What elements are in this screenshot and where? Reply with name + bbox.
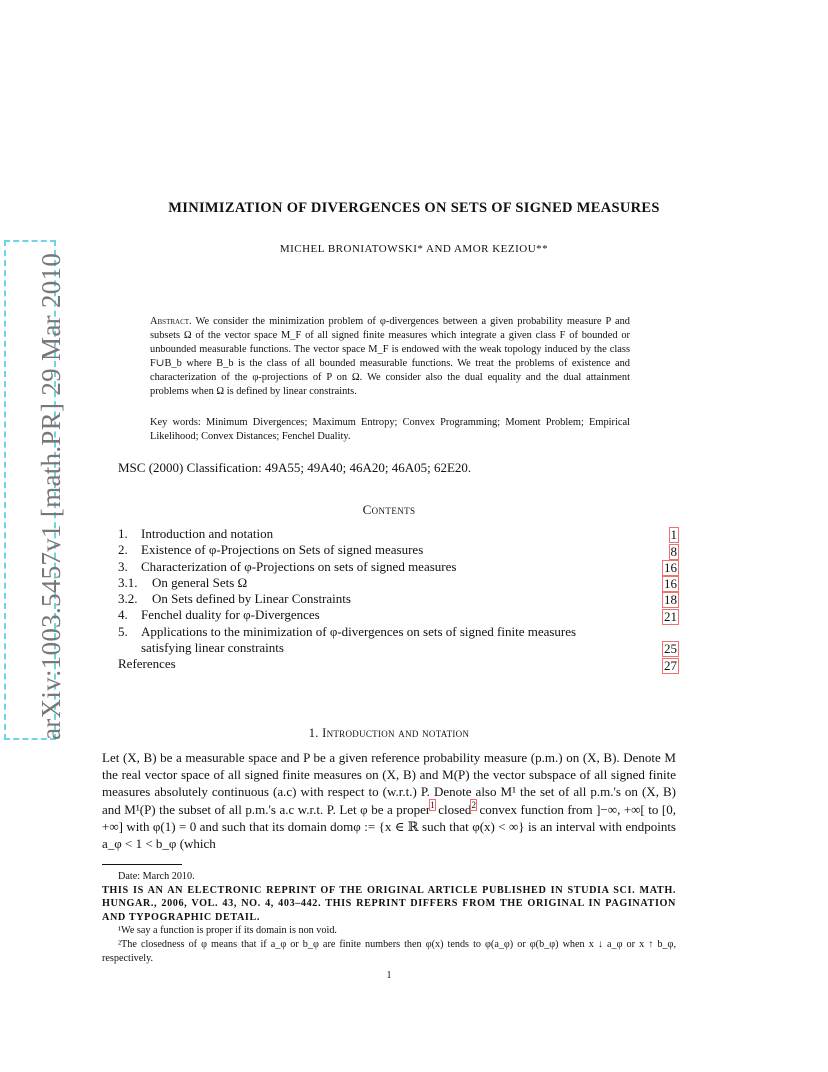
body-text-part: Let (X, B) be a measurable space and P be a given reference probability measure (p.m.) on (X, B). Denote M the real vector space of all signed finite measures on (X, B) and M(P) the vector subspace of all signed finite measures absolutely continuous (a.c) with respect to (w.r.t.) P. Denote also M¹ the set of all p.m.'s on (X, B) and M¹(P) the subset of all p.m.'s a.c w.r.t. P. Let φ be a proper bbox=[102, 750, 676, 817]
toc-page-link[interactable]: 25 bbox=[664, 641, 677, 657]
paper-title: MINIMIZATION OF DIVERGENCES ON SETS OF SIGNED MEASURES bbox=[168, 200, 660, 216]
toc-label: Applications to the minimization of φ-divergences on sets of signed finite measures bbox=[141, 623, 577, 639]
footnote-1: ¹We say a function is proper if its domain is non void. bbox=[118, 925, 337, 937]
footnotes bbox=[102, 870, 676, 965]
page-number: 1 bbox=[386, 970, 392, 981]
toc-page-link[interactable]: 18 bbox=[664, 592, 677, 608]
toc-page-link[interactable]: 21 bbox=[664, 608, 677, 624]
body-text-part: closed bbox=[434, 801, 472, 817]
abstract-label: Abstract. bbox=[150, 316, 192, 327]
toc-entry[interactable] bbox=[118, 607, 678, 623]
paper-authors: MICHEL BRONIATOWSKI* AND AMOR KEZIOU** bbox=[279, 243, 549, 255]
toc-number: 3.2. bbox=[118, 591, 138, 607]
date-note: Date: March 2010. bbox=[118, 871, 195, 882]
msc-classification: MSC (2000) Classification: 49A55; 49A40; 46A20; 46A05; 62E20. bbox=[118, 460, 472, 475]
reprint-notice: THIS IS AN AN ELECTRONIC REPRINT OF THE ORIGINAL ARTICLE PUBLISHED IN STUDIA SCI. MATH. HUNGAR., 2006, VOL. 43, NO. 4, 403–442. THIS REPRINT DIFFERS FROM THE ORIGINAL IN PAGINATION AND TYPOGRAPHIC DETAIL. bbox=[102, 884, 676, 923]
toc-entry[interactable] bbox=[118, 542, 678, 558]
toc-number: 5. bbox=[118, 623, 128, 639]
toc-label: On general Sets Ω bbox=[152, 574, 248, 590]
toc-entry[interactable] bbox=[118, 526, 678, 542]
section-heading: 1. Introduction and notation bbox=[308, 726, 470, 740]
contents-heading: Contents bbox=[362, 502, 416, 517]
abstract bbox=[150, 315, 630, 399]
toc-number: 3.1. bbox=[118, 574, 138, 590]
toc-label: Characterization of φ-Projections on sets of signed measures bbox=[141, 558, 457, 574]
toc-label: References bbox=[118, 656, 176, 672]
keywords: Key words: Minimum Divergences; Maximum Entropy; Convex Programming; Moment Problem; Empirical Likelihood; Convex Distances; Fenchel Duality. bbox=[150, 417, 630, 442]
toc-label: On Sets defined by Linear Constraints bbox=[152, 591, 351, 607]
toc-page-link[interactable]: 8 bbox=[670, 543, 677, 559]
body-text-part: convex function from ]−∞, +∞[ to [0, +∞] with φ(1) = 0 and such that its domain domφ := {x ∈ ℝ such that φ(x) < ∞} is an interval with endpoints a_φ < 1 < b_φ (which bbox=[102, 801, 676, 852]
footnote-2: ²The closedness of φ means that if a_φ or b_φ are finite numbers then φ(x) tends to φ(a_φ) or φ(b_φ) when x ↓ a_φ or x ↑ b_φ, respectively. bbox=[102, 938, 676, 964]
toc-number: 1. bbox=[118, 526, 128, 541]
toc-entry[interactable] bbox=[118, 624, 678, 657]
toc-label-continued: satisfying linear constraints bbox=[141, 640, 284, 656]
footnote-link[interactable]: 1 bbox=[430, 800, 435, 811]
table-of-contents bbox=[118, 526, 678, 673]
toc-page-link[interactable]: 16 bbox=[664, 559, 677, 575]
toc-number: 2. bbox=[118, 542, 128, 558]
toc-entry[interactable] bbox=[118, 656, 678, 672]
toc-entry[interactable] bbox=[118, 559, 678, 575]
toc-label: Introduction and notation bbox=[141, 526, 274, 541]
arxiv-identifier: arXiv:1003.5457v1 [math.PR] 29 Mar 2010 bbox=[36, 252, 66, 740]
abstract-text: We consider the minimization problem of φ-divergences between a given probability measure P and subsets Ω of the vector space M_F of all signed finite measures which integrate a given class F of bounded or unbounded measurable functions. The vector space M_F is endowed with the weak topology induced by the class F∪B_b where B_b is the class of all bounded measurable functions. We treat the problems of existence and characterization of the φ-projections of P on Ω. We consider also the dual equality and the dual attainment problems when Ω is defined by linear constraints. bbox=[150, 316, 630, 397]
toc-page-link[interactable]: 27 bbox=[664, 657, 677, 673]
body-paragraph bbox=[102, 749, 676, 852]
footnote-rule bbox=[102, 864, 182, 865]
toc-page-link[interactable]: 1 bbox=[670, 527, 677, 543]
toc-number: 4. bbox=[118, 607, 128, 623]
toc-entry[interactable] bbox=[118, 591, 678, 607]
toc-label: Existence of φ-Projections on Sets of signed measures bbox=[141, 542, 424, 558]
footnote-link[interactable]: 2 bbox=[471, 800, 476, 811]
toc-entry[interactable] bbox=[118, 575, 678, 591]
toc-number: 3. bbox=[118, 558, 128, 574]
toc-page-link[interactable]: 16 bbox=[664, 576, 677, 592]
toc-label: Fenchel duality for φ-Divergences bbox=[141, 607, 320, 623]
